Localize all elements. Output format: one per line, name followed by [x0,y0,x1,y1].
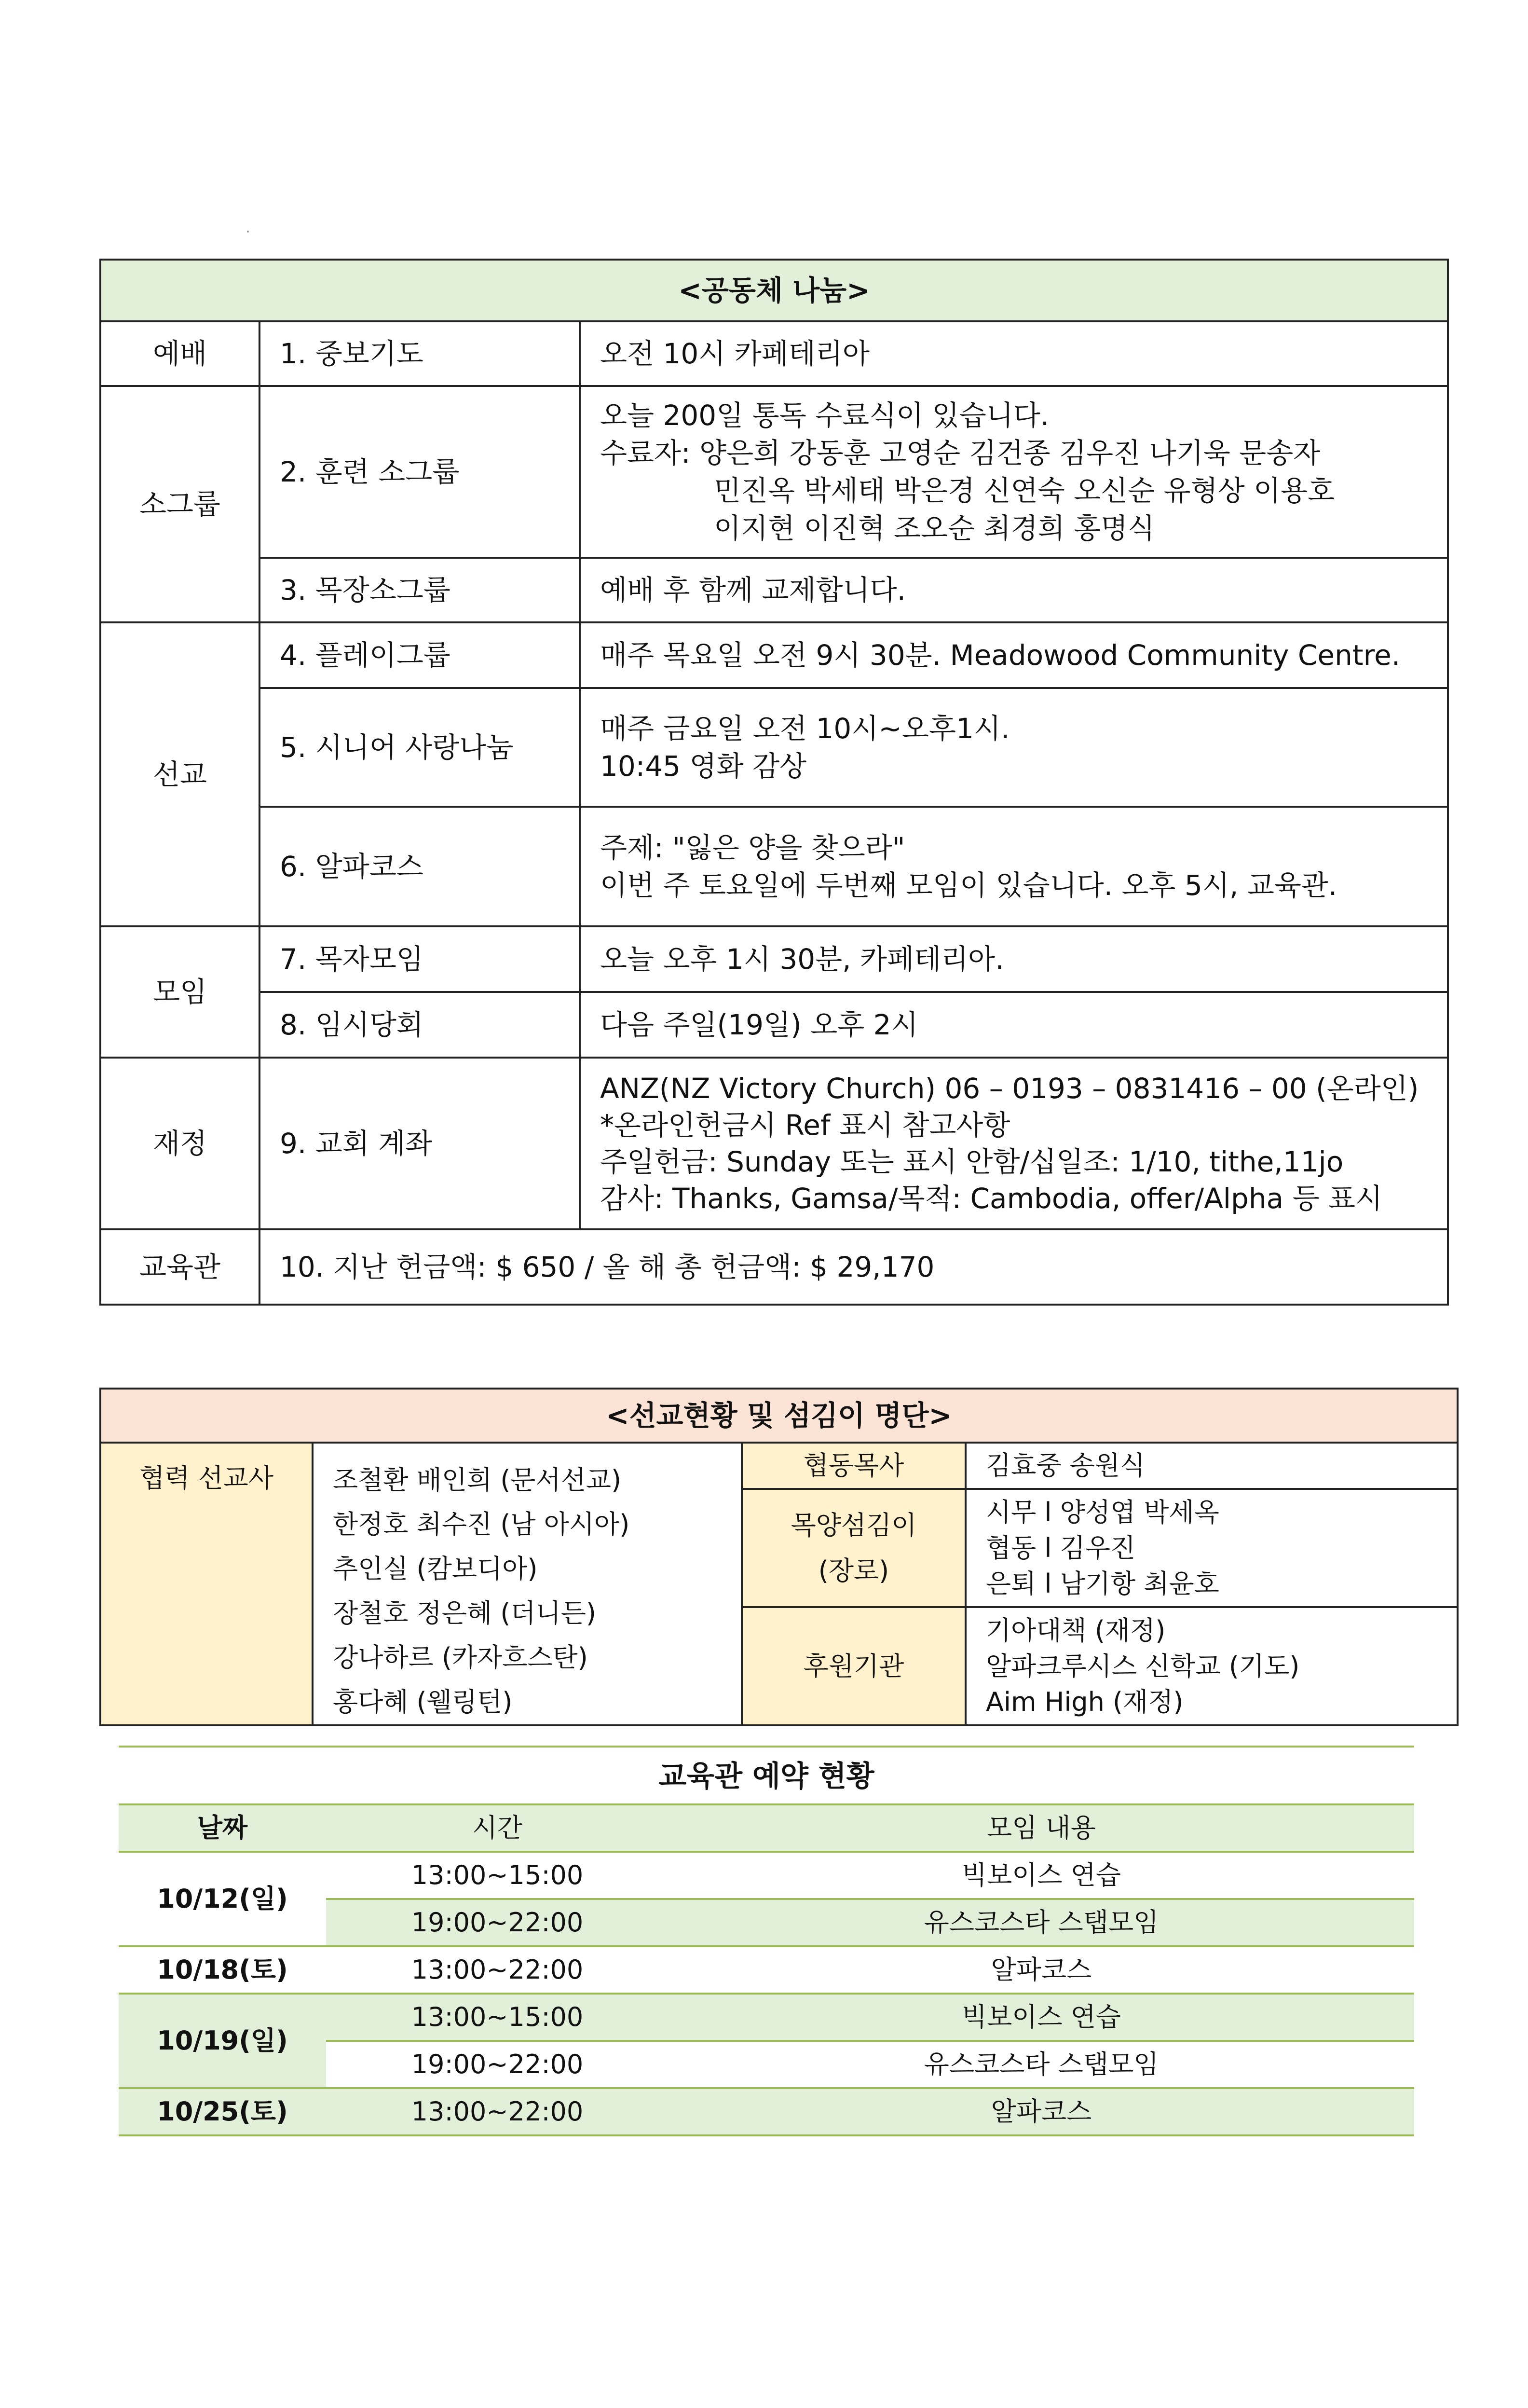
category-cell: 교육관 [100,1229,259,1305]
detail-line: 매주 금요일 오전 10시~오후1시. [600,712,1010,745]
booking-date: 10/19(일) [119,1994,326,2088]
booking-time: 19:00~22:00 [326,1899,668,1946]
community-title: <공동체 나눔> [100,260,1448,321]
list-item: Aim High (재정) [986,1686,1184,1717]
detail-line: 주일헌금: Sunday 또는 표시 안함/십일조: 1/10, tithe,11jo [600,1145,1344,1178]
column-header-time: 시간 [326,1804,668,1852]
booking-content: 유스코스타 스탭모임 [668,2041,1414,2088]
booking-time: 13:00~22:00 [326,2088,668,2135]
table-row [119,1852,1414,1899]
item-detail [580,688,1448,807]
list-item: 알파크루시스 신학교 (기도) [986,1651,1300,1681]
item-title: 10. 지난 헌금액: $ 650 / 올 해 총 헌금액: $ 29,170 [259,1229,1448,1305]
item-detail: 매주 목요일 오전 9시 30분. Meadowood Community Centre. [580,622,1448,688]
detail-line: 감사: Thanks, Gamsa/목적: Cambodia, offer/Alpha 등 표시 [600,1182,1383,1215]
item-detail: 다음 주일(19일) 오후 2시 [580,992,1448,1058]
detail-line: 이지현 이진혁 조오순 최경희 홍명식 [714,512,1155,545]
booking-content: 빅보이스 연습 [668,1994,1414,2041]
item-detail: 오늘 오후 1시 30분, 카페테리아. [580,926,1448,992]
detail-line: 수료자: 양은희 강동훈 고영순 김건종 김우진 나기욱 문송자 [600,437,1321,469]
item-title: 2. 훈련 소그룹 [259,386,580,558]
booking-date: 10/12(일) [119,1852,326,1946]
table-row [100,807,1448,926]
booking-time: 13:00~15:00 [326,1994,668,2041]
booking-time: 19:00~22:00 [326,2041,668,2088]
detail-line: ANZ(NZ Victory Church) 06 – 0193 – 0831416 – 00 (온라인) [600,1072,1419,1105]
table-row [100,622,1448,688]
list-item: 한정호 최수진 (남 아시아) [333,1509,630,1540]
detail-line: 10:45 영화 감상 [600,750,807,783]
item-title: 7. 목자모임 [259,926,580,992]
table-row [100,992,1448,1058]
table-row [119,1946,1414,1994]
table-row [100,386,1448,558]
table-row [100,321,1448,386]
item-detail: 오전 10시 카페테리아 [580,321,1448,386]
list-item: 시무 l 양성엽 박세옥 [986,1497,1219,1527]
table-row [100,926,1448,992]
list-item: 은퇴 l 남기항 최윤호 [986,1568,1219,1599]
missions-title: <선교현황 및 섬김이 명단> [100,1389,1458,1443]
group-members: 김효중 송원식 [966,1443,1458,1489]
item-title: 5. 시니어 사랑나눔 [259,688,580,807]
category-cell: 예배 [100,321,259,386]
category-cell: 소그룹 [100,386,259,622]
table-row [100,1443,1458,1489]
group-label-line: (장로) [818,1555,889,1586]
category-cell: 선교 [100,622,259,926]
group-label: 후원기관 [742,1607,966,1725]
booking-content: 빅보이스 연습 [668,1852,1414,1899]
list-item: 강나하르 (카자흐스탄) [333,1642,588,1673]
item-detail [580,1058,1448,1229]
item-detail [580,386,1448,558]
list-item: 협동 l 김우진 [986,1532,1136,1563]
booking-table [119,1803,1414,2136]
table-row [119,2088,1414,2135]
booking-content: 유스코스타 스탭모임 [668,1899,1414,1946]
booking-date: 10/18(토) [119,1946,326,1994]
booking-time: 13:00~15:00 [326,1852,668,1899]
detail-line: 이번 주 토요일에 두번째 모임이 있습니다. 오후 5시, 교육관. [600,869,1337,902]
booking-time: 13:00~22:00 [326,1946,668,1994]
category-cell: 재정 [100,1058,259,1229]
booking-date: 10/25(토) [119,2088,326,2135]
detail-line: *온라인헌금시 Ref 표시 참고사항 [600,1109,1010,1142]
missionary-label: 협력 선교사 [100,1443,313,1725]
booking-content: 알파코스 [668,2088,1414,2135]
detail-line: 오늘 200일 통독 수료식이 있습니다. [600,399,1050,432]
community-table [99,259,1449,1306]
list-item: 홍다혜 (웰링턴) [333,1687,513,1717]
group-label [742,1489,966,1607]
item-title: 4. 플레이그룹 [259,622,580,688]
item-title: 9. 교회 계좌 [259,1058,580,1229]
list-item: 장철호 정은혜 (더니든) [333,1598,596,1628]
table-row [100,1058,1448,1229]
missions-table [99,1388,1459,1726]
group-members [966,1607,1458,1725]
booking-title: 교육관 예약 현황 [119,1746,1414,1805]
table-row [100,688,1448,807]
category-cell: 모임 [100,926,259,1058]
table-row [100,1229,1448,1305]
list-item: 추인실 (캄보디아) [333,1554,538,1584]
group-label: 협동목사 [742,1443,966,1489]
list-item: 조철환 배인희 (문서선교) [333,1465,622,1495]
list-item: 기아대책 (재정) [986,1615,1166,1646]
item-title: 8. 임시당회 [259,992,580,1058]
item-detail [580,807,1448,926]
table-row [100,558,1448,622]
item-title: 3. 목장소그룹 [259,558,580,622]
booking-content: 알파코스 [668,1946,1414,1994]
detail-line: 민진옥 박세태 박은경 신연숙 오신순 유형상 이용호 [714,474,1335,507]
detail-line: 주제: "잃은 양을 찾으라" [600,831,905,864]
group-members [966,1489,1458,1607]
table-row [119,1994,1414,2041]
column-header-date: 날짜 [119,1804,326,1852]
missionary-list [313,1443,742,1725]
group-label-line: 목양섬김이 [791,1510,917,1541]
table-header-row [119,1804,1414,1852]
item-title: 6. 알파코스 [259,807,580,926]
stray-dot [247,231,249,233]
item-detail: 예배 후 함께 교제합니다. [580,558,1448,622]
item-title: 1. 중보기도 [259,321,580,386]
column-header-content: 모임 내용 [668,1804,1414,1852]
